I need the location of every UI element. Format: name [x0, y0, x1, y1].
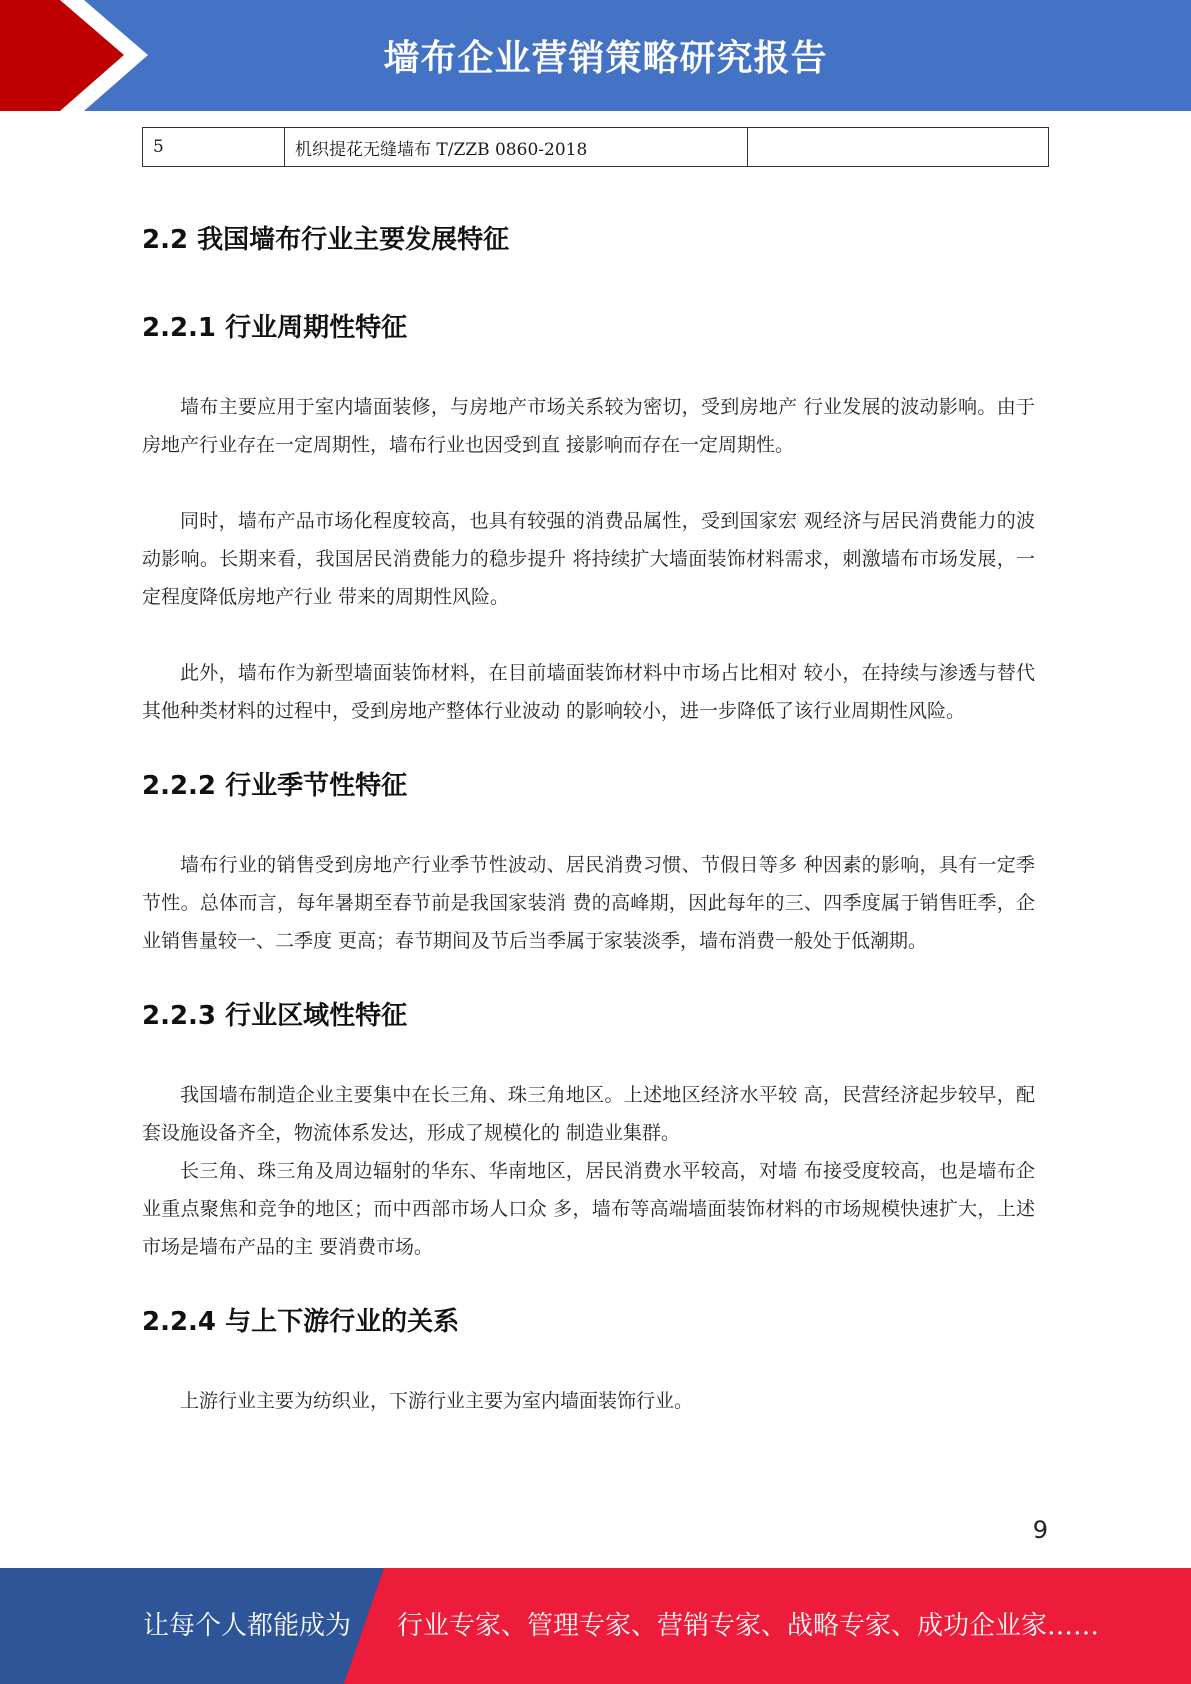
subsection-heading-regional: 2.2.3 行业区域性特征: [142, 1001, 408, 1031]
table-cell-no: 5: [143, 128, 285, 167]
paragraph: 墙布行业的销售受到房地产行业季节性波动、居民消费习惯、节假日等多 种因素的影响，具有一定季节性。总体而言，每年暑期至春节前是我国家装消 费的高峰期，因此每年的三、四季度属于销售旺季，企业销售量较一、二季度 更高；春节期间及节后当季属于家装淡季，墙布消费一般处于低潮期。: [142, 854, 1035, 952]
subsection-heading-cyclical: 2.2.1 行业周期性特征: [142, 313, 408, 343]
header-banner: [0, 0, 1191, 111]
paragraph: 长三角、珠三角及周边辐射的华东、华南地区，居民消费水平较高，对墙 布接受度较高，也是墙布企业重点聚焦和竞争的地区；而中西部市场人口众 多，墙布等高端墙面装饰材料的市场规模快速扩大，上述市场是墙布产品的主 要消费市场。: [142, 1160, 1035, 1258]
subsection-heading-upstream-downstream: 2.2.4 与上下游行业的关系: [142, 1307, 460, 1337]
table-cell-note: [748, 128, 1049, 167]
paragraph: 同时，墙布产品市场化程度较高，也具有较强的消费品属性，受到国家宏 观经济与居民消费能力的波动影响。长期来看，我国居民消费能力的稳步提升 将持续扩大墙面装饰材料需求，刺激墙布市场发展，一定程度降低房地产行业 带来的周期性风险。: [142, 510, 1035, 608]
paragraph: 此外，墙布作为新型墙面装饰材料，在目前墙面装饰材料中市场占比相对 较小，在持续与渗透与替代其他种类材料的过程中，受到房地产整体行业波动 的影响较小，进一步降低了该行业周期性风险。: [142, 662, 1035, 722]
paragraph: 上游行业主要为纺织业，下游行业主要为室内墙面装饰行业。: [180, 1390, 694, 1412]
report-title: 墙布企业营销策略研究报告: [383, 38, 828, 79]
main-content: [142, 210, 1035, 1420]
footer-banner: [0, 1568, 1191, 1684]
footer-slogan-right: 行业专家、管理专家、营销专家、战略专家、成功企业家……: [397, 1611, 1100, 1641]
footer-slogan-left: 让每个人都能成为: [143, 1611, 352, 1641]
table-cell-name: 机织提花无缝墙布 T/ZZB 0860-2018: [285, 128, 748, 167]
section-heading: 2.2 我国墙布行业主要发展特征: [142, 225, 510, 255]
table-row: [143, 128, 1049, 167]
paragraph: 我国墙布制造企业主要集中在长三角、珠三角地区。上述地区经济水平较 高，民营经济起步较早，配套设施设备齐全，物流体系发达，形成了规模化的 制造业集群。: [142, 1084, 1035, 1144]
standards-table: [142, 127, 1049, 167]
paragraph: 墙布主要应用于室内墙面装修，与房地产市场关系较为密切，受到房地产 行业发展的波动影响。由于房地产行业存在一定周期性，墙布行业也因受到直 接影响而存在一定周期性。: [142, 396, 1035, 456]
page-number: 9: [1032, 1516, 1048, 1544]
subsection-heading-seasonal: 2.2.2 行业季节性特征: [142, 771, 408, 801]
